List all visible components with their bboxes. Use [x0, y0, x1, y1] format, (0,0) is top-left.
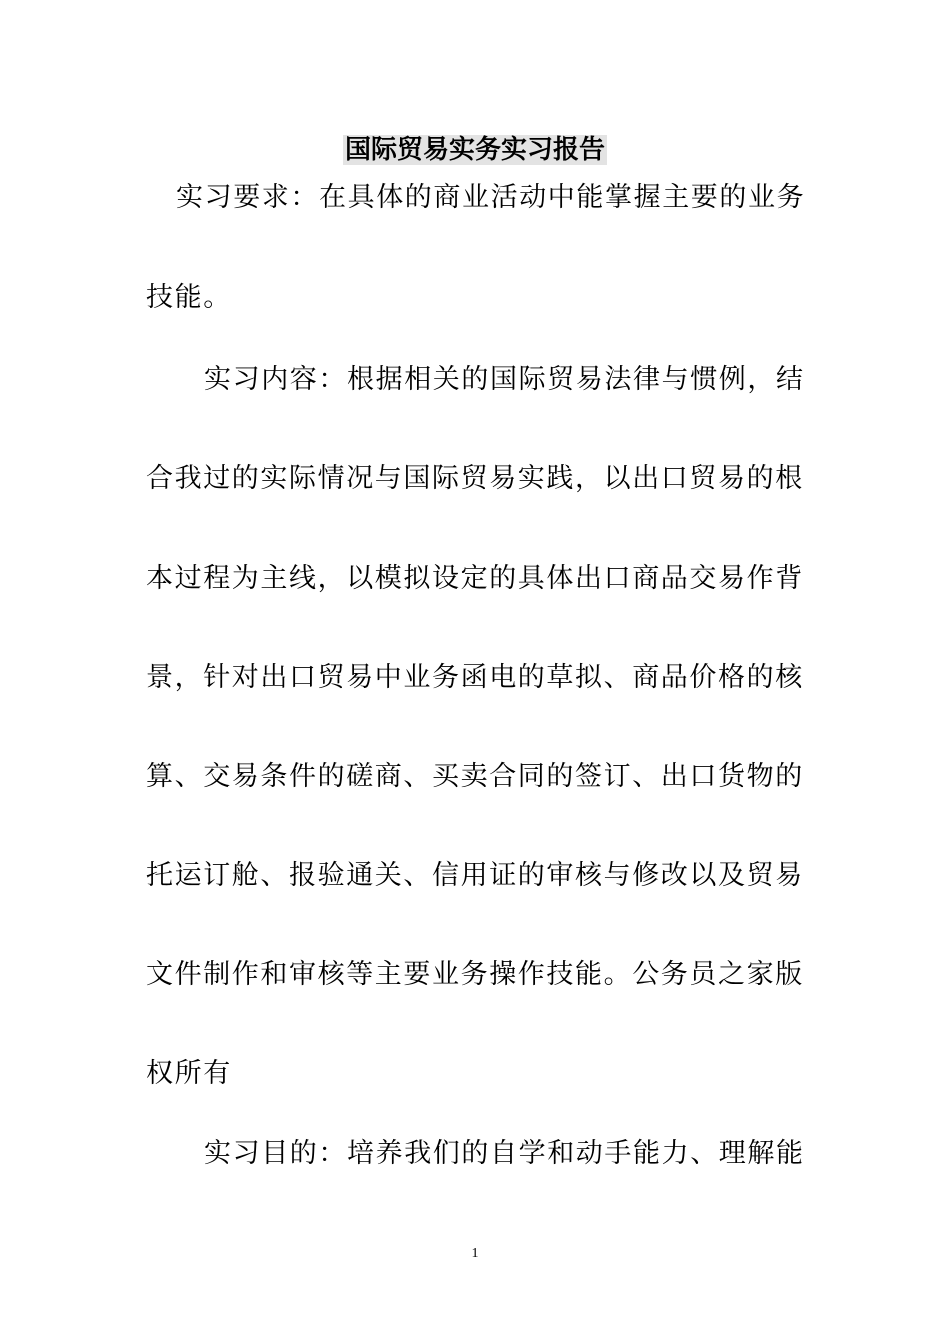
paragraph-line: 托运订舱、报验通关、信用证的审核与修改以及贸易: [146, 860, 804, 891]
paragraph-line: 权所有: [146, 1058, 232, 1089]
document-title-text: 国际贸易实务实习报告: [344, 135, 605, 165]
paragraph-line: 算、交易条件的磋商、买卖合同的签订、出口货物的: [146, 761, 804, 792]
page-number: 1: [471, 1246, 479, 1261]
paragraph-line: 技能。: [146, 282, 232, 313]
paragraph-line: 本过程为主线，以模拟设定的具体出口商品交易作背: [146, 563, 804, 594]
paragraph-line: 实习内容：根据相关的国际贸易法律与惯例，结: [204, 364, 805, 395]
document-title: [0, 130, 950, 170]
paragraph-line: 合我过的实际情况与国际贸易实践，以出口贸易的根: [146, 463, 804, 494]
paragraph-line: 文件制作和审核等主要业务操作技能。公务员之家版: [146, 959, 804, 990]
paragraph-line: 景，针对出口贸易中业务函电的草拟、商品价格的核: [146, 662, 804, 693]
paragraph-line: 实习目的：培养我们的自学和动手能力、理解能: [204, 1138, 805, 1169]
paragraph-line: 实习要求：在具体的商业活动中能掌握主要的业务: [176, 182, 806, 213]
